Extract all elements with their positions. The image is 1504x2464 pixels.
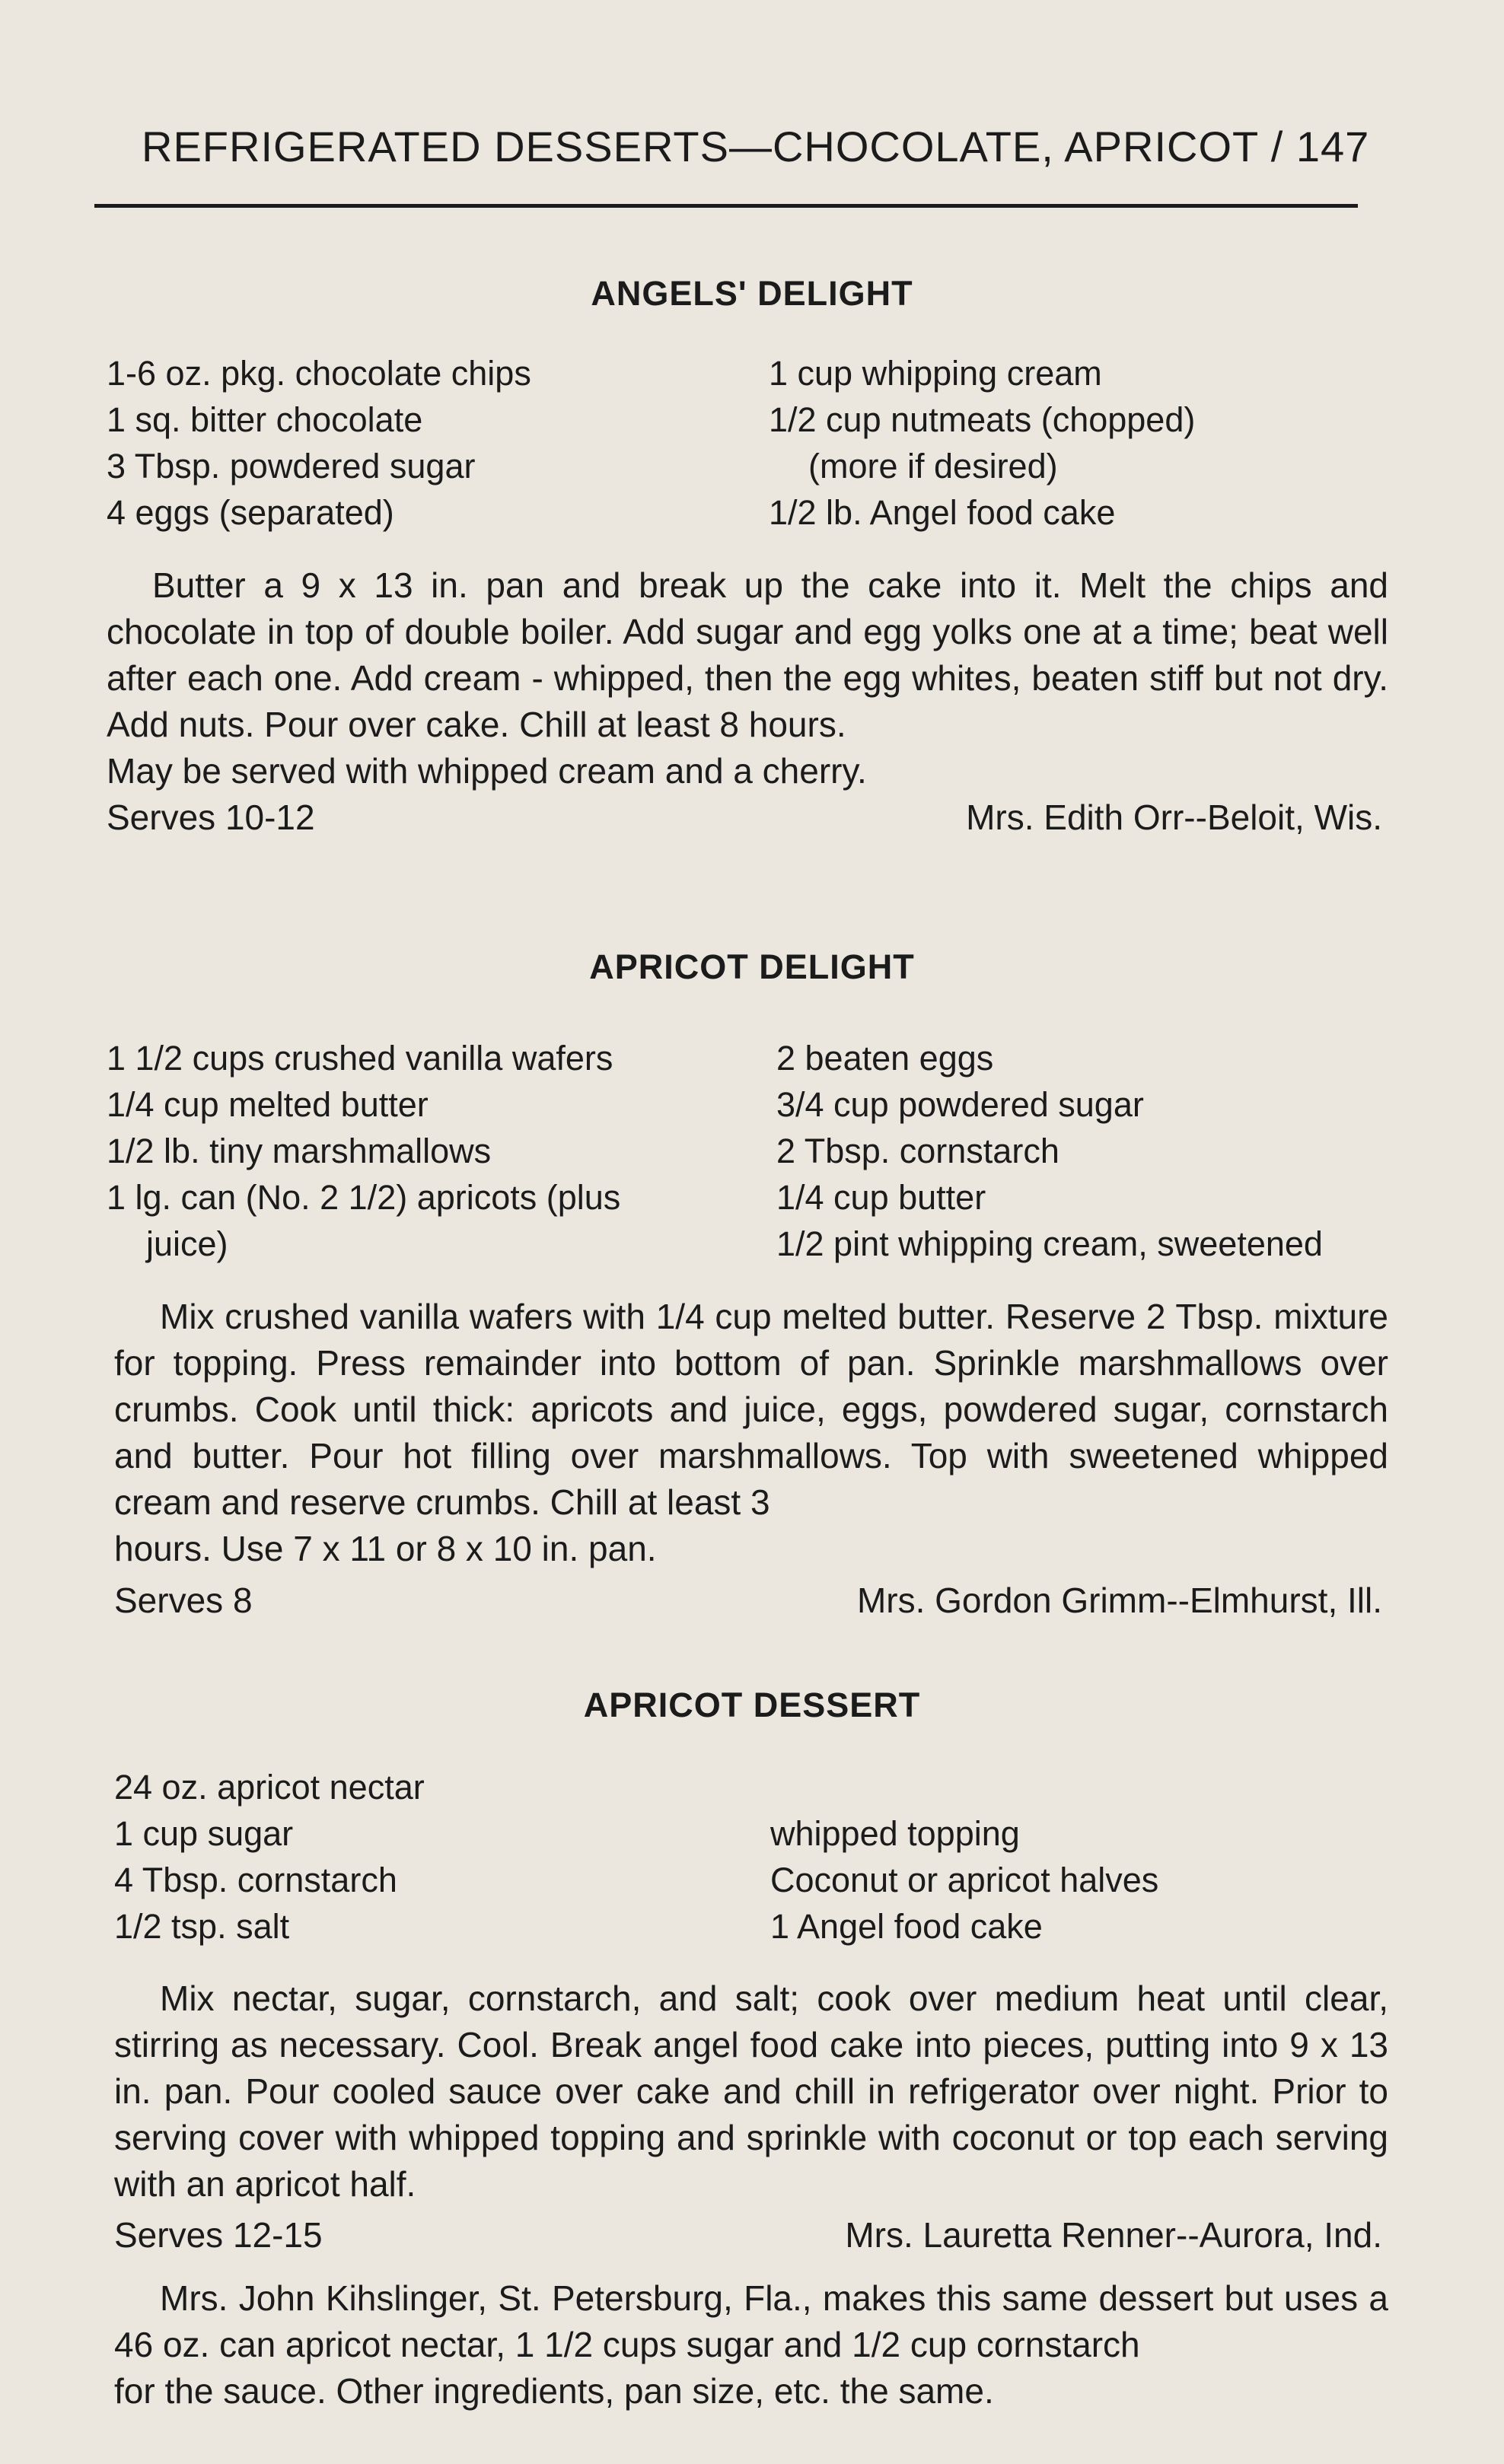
- ingredient: 24 oz. apricot nectar: [114, 1768, 425, 1807]
- ingredients-left-angels-delight: [107, 350, 531, 536]
- ingredient: 1/4 cup melted butter: [107, 1085, 429, 1124]
- recipe-title-apricot-delight: APRICOT DELIGHT: [589, 947, 915, 986]
- ingredient: 1/2 lb. Angel food cake: [769, 493, 1116, 532]
- ingredient: 1/4 cup butter: [776, 1178, 986, 1217]
- ingredient: 1/2 tsp. salt: [114, 1907, 290, 1946]
- ingredient-note: (more if desired): [808, 447, 1058, 485]
- ingredient: 3/4 cup powdered sugar: [776, 1085, 1144, 1124]
- ingredient: 2 beaten eggs: [776, 1039, 994, 1078]
- recipe-title-apricot-dessert: APRICOT DESSERT: [583, 1686, 921, 1724]
- ingredient: 1/2 cup nutmeats (chopped): [769, 400, 1196, 439]
- directions-last-line-apricot-delight: hours. Use 7 x 11 or 8 x 10 in. pan.: [114, 1529, 657, 1568]
- ingredient: 4 eggs (separated): [107, 493, 394, 532]
- directions-apricot-delight: Mix crushed vanilla wafers with 1/4 cup melted butter. Reserve 2 Tbsp. mixture for topping. Press remainder into bottom of pan. Sprinkle marshmallows over crumbs. Cook until thick: apricots and juice, eggs, powdered sugar, cornstarch and butter. Pour hot filling over marshmallows. Top with sweetened whipped cream and reserve crumbs. Chill at least 3: [114, 1297, 1388, 1522]
- contributor-angels-delight: Mrs. Edith Orr--Beloit, Wis.: [966, 797, 1382, 837]
- ingredient: 1 Angel food cake: [770, 1907, 1043, 1946]
- running-header: REFRIGERATED DESSERTS—CHOCOLATE, APRICOT / 147: [142, 123, 1370, 170]
- directions-angels-delight: Butter a 9 x 13 in. pan and break up the cake into it. Melt the chips and chocolate in top of double boiler. Add sugar and egg yolks one at a time; beat well after each one. Add cream - whipped, then the egg whites, beaten stiff but not dry. Add nuts. Pour over cake. Chill at least 8 hours.: [107, 565, 1388, 744]
- contributor-apricot-dessert: Mrs. Lauretta Renner--Aurora, Ind.: [845, 2215, 1382, 2255]
- ingredient: 3 Tbsp. powdered sugar: [107, 447, 476, 485]
- ingredient-continued: juice): [146, 1224, 228, 1263]
- serves-apricot-dessert: Serves 12-15: [114, 2215, 323, 2255]
- ingredients-left-apricot-dessert: [114, 1764, 425, 1950]
- recipe-title-angels-delight: ANGELS' DELIGHT: [591, 274, 913, 313]
- ingredient: 1-6 oz. pkg. chocolate chips: [107, 354, 531, 393]
- directions-apricot-dessert: Mix nectar, sugar, cornstarch, and salt; cook over medium heat until clear, stirring as necessary. Cool. Break angel food cake into pieces, putting into 9 x 13 in. pan. Pour cooled sauce over cake and chill in refrigerator over night. Prior to serving cover with whipped topping and sprinkle with coconut or top each serving with an apricot half.: [114, 1979, 1388, 2204]
- ingredient: 1/2 lb. tiny marshmallows: [107, 1132, 492, 1170]
- serves-angels-delight: Serves 10-12: [107, 797, 315, 837]
- header-rule: [94, 204, 1358, 208]
- ingredients-left-apricot-delight: [107, 1035, 620, 1267]
- ingredients-right-apricot-dessert: [770, 1810, 1158, 1950]
- ingredient: Coconut or apricot halves: [770, 1861, 1159, 1899]
- ingredient: 4 Tbsp. cornstarch: [114, 1861, 397, 1899]
- ingredient: 1 cup sugar: [114, 1814, 294, 1853]
- ingredients-right-angels-delight: [769, 350, 1195, 536]
- ingredient: 1/2 pint whipping cream, sweetened: [776, 1224, 1323, 1263]
- ingredient: 1 cup whipping cream: [769, 354, 1102, 393]
- ingredient: whipped topping: [770, 1814, 1020, 1853]
- ingredients-right-apricot-delight: [776, 1035, 1323, 1267]
- ingredient: 2 Tbsp. cornstarch: [776, 1132, 1059, 1170]
- variation-note-last-line: for the sauce. Other ingredients, pan size, etc. the same.: [114, 2371, 994, 2411]
- ingredient: 1 sq. bitter chocolate: [107, 400, 423, 439]
- contributor-apricot-delight: Mrs. Gordon Grimm--Elmhurst, Ill.: [856, 1581, 1382, 1620]
- ingredient: 1 1/2 cups crushed vanilla wafers: [107, 1039, 613, 1078]
- variation-note-apricot-dessert: Mrs. John Kihslinger, St. Petersburg, Fla., makes this same dessert but uses a 46 oz. can apricot nectar, 1 1/2 cups sugar and 1/2 cup cornstarch: [114, 2278, 1388, 2364]
- directions-last-line-angels-delight: May be served with whipped cream and a cherry.: [107, 751, 867, 791]
- ingredient: 1 lg. can (No. 2 1/2) apricots (plus: [107, 1178, 621, 1217]
- serves-apricot-delight: Serves 8: [114, 1581, 253, 1620]
